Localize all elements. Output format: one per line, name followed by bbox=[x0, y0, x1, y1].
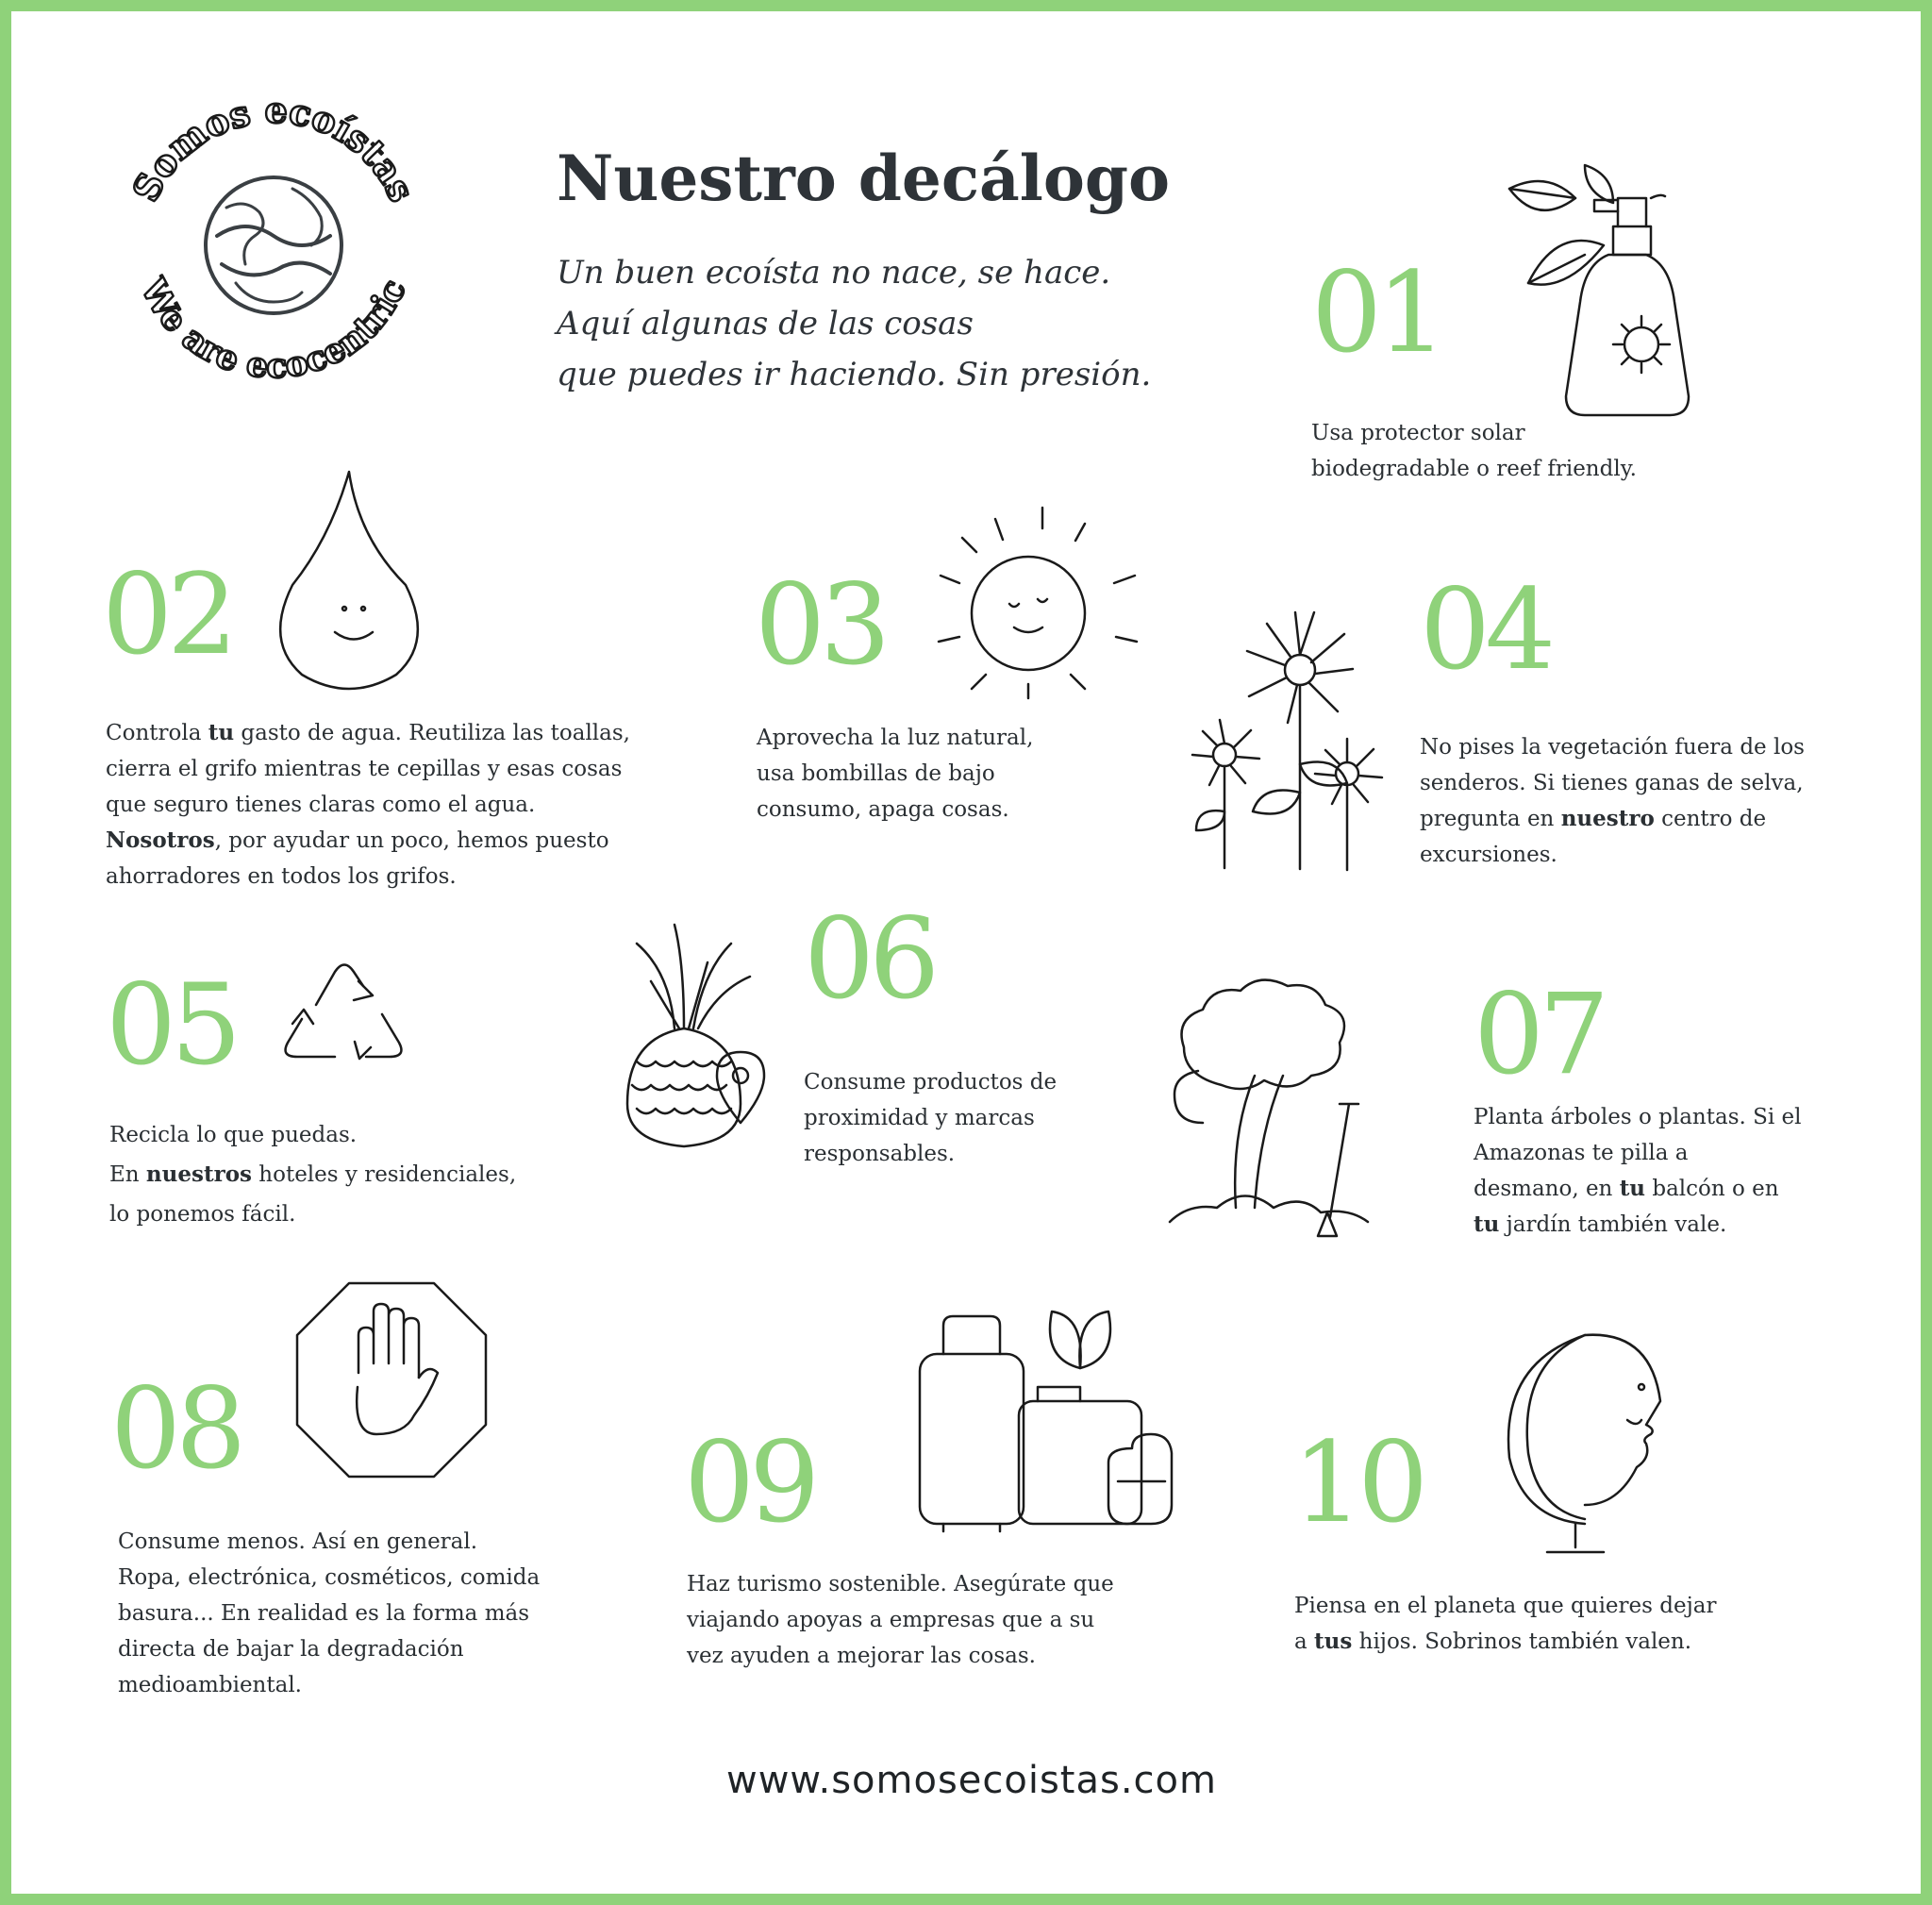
sun-icon bbox=[920, 500, 1146, 717]
item-10-number: 10 bbox=[1292, 1417, 1424, 1547]
recycle-icon bbox=[278, 948, 410, 1076]
logo-text-bottom: We are ecocentric bbox=[132, 272, 414, 387]
item-01-number: 01 bbox=[1311, 247, 1442, 377]
logo-stamp bbox=[104, 75, 443, 415]
website-url[interactable]: www.somosecoistas.com bbox=[726, 1759, 1217, 1802]
globe-hug-icon bbox=[206, 177, 341, 313]
item-08-text: Consume menos. Así en general. Ropa, electrónica, cosméticos, comida basura... En realidad es la forma más directa de bajar la degradación medioambiental. bbox=[118, 1529, 541, 1697]
item-02-number: 02 bbox=[102, 549, 233, 679]
globe-icon bbox=[1495, 1312, 1684, 1557]
item-06-text: Consume productos de proximidad y marcas responsables. bbox=[804, 1070, 1058, 1166]
item-10-text: Piensa en el planeta que quieres dejar a tus hijos. Sobrinos también valen. bbox=[1294, 1594, 1717, 1654]
water-drop-icon bbox=[278, 467, 439, 693]
item-01-text: Usa protector solar biodegradable o reef friendly. bbox=[1311, 421, 1637, 481]
item-05-text: Recicla lo que puedas. En nuestros hoteles y residenciales, lo ponemos fácil. bbox=[109, 1123, 517, 1227]
stop-hand-icon bbox=[292, 1278, 491, 1481]
item-07-number: 07 bbox=[1474, 969, 1605, 1099]
item-02-text: Controla tu gasto de agua. Reutiliza las toallas, cierra el grifo mientras te cepillas y esas cosas que seguro tienes claras como el agua. Nosotros, por ayudar un poco, hemos puesto ahorradores en todos los grifos. bbox=[106, 720, 630, 889]
pineapple-location-icon bbox=[618, 920, 783, 1165]
luggage-icon bbox=[910, 1293, 1184, 1538]
item-04-number: 04 bbox=[1420, 564, 1551, 694]
item-08-number: 08 bbox=[110, 1363, 242, 1494]
page-subtitle: Un buen ecoísta no nace, se hace. Aquí algunas de las cosas que puedes ir haciendo. Sin presión. bbox=[557, 254, 1152, 393]
logo-text-top: Somos ecoístas bbox=[124, 88, 424, 209]
item-03-number: 03 bbox=[755, 560, 886, 690]
sunscreen-bottle-icon bbox=[1509, 160, 1736, 434]
item-05-number: 05 bbox=[106, 960, 237, 1090]
item-09-text: Haz turismo sostenible. Asegúrate que viajando apoyas a empresas que a su vez ayuden a mejorar las cosas. bbox=[687, 1572, 1114, 1668]
item-07-text: Planta árboles o plantas. Si el Amazonas te pilla a desmano, en tu balcón o en tu jardín también vale. bbox=[1474, 1105, 1802, 1237]
item-03-text: Aprovecha la luz natural, usa bombillas de bajo consumo, apaga cosas. bbox=[757, 726, 1034, 822]
item-04-text: No pises la vegetación fuera de los senderos. Si tienes ganas de selva, pregunta en nuestro centro de excursiones. bbox=[1420, 735, 1805, 867]
page-title: Nuestro decálogo bbox=[557, 142, 1171, 215]
item-09-number: 09 bbox=[684, 1417, 815, 1547]
flowers-icon bbox=[1189, 604, 1401, 873]
tree-shovel-icon bbox=[1165, 981, 1387, 1236]
item-06-number: 06 bbox=[804, 894, 935, 1024]
